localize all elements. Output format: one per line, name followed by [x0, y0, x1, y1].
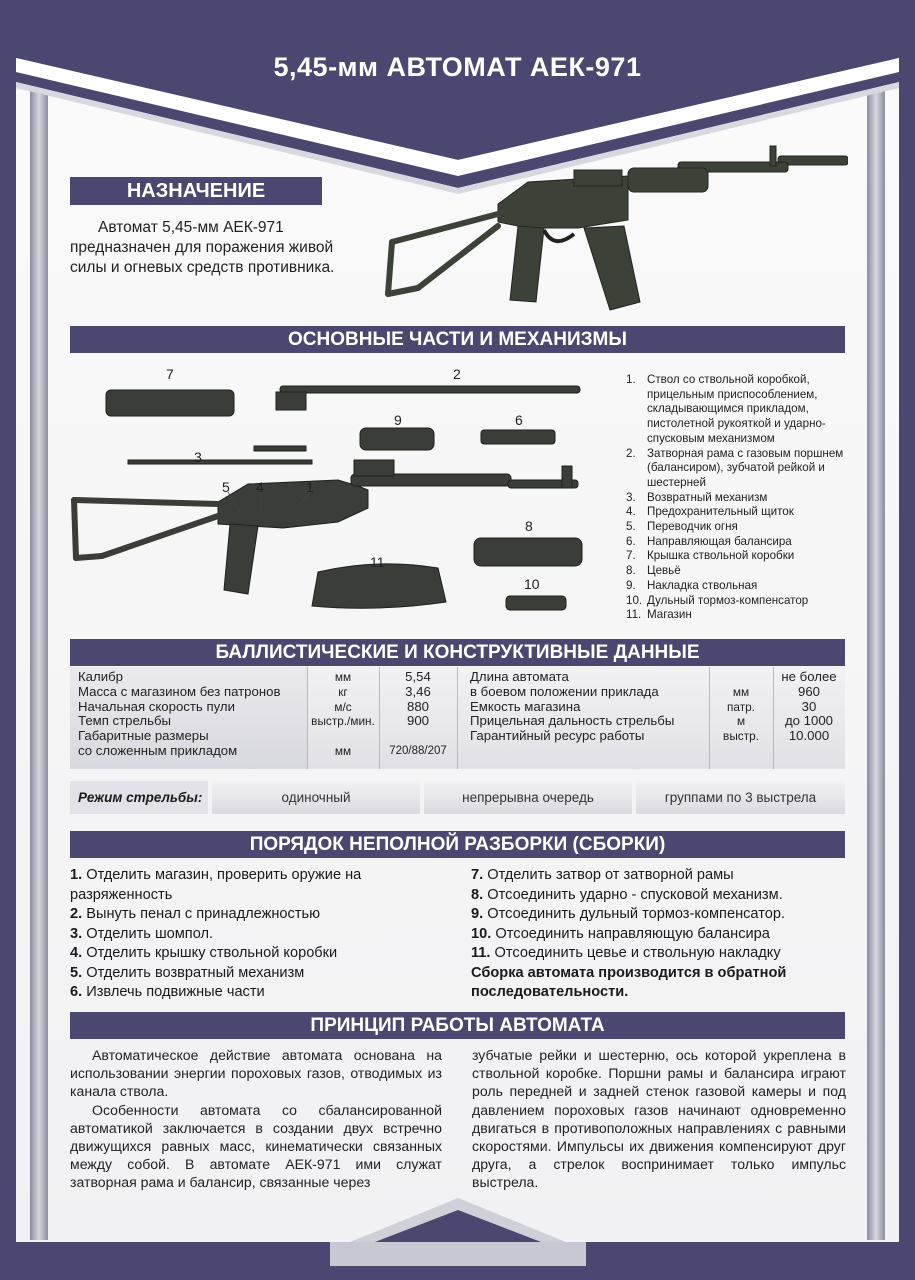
step-item: 9. Отсоединить дульный тормоз-компенсатор.: [471, 906, 786, 922]
part-label-8: 8: [525, 518, 533, 534]
legend-item: 9. Накладка ствольная: [626, 578, 758, 592]
purpose-text-block: [70, 218, 340, 278]
ballistic-left-names: Калибр Масса с магазином без патронов Начальная скорость пули Темп стрельбы Габаритные размеры со сложенным прикладом: [78, 669, 281, 758]
part-label-6: 6: [515, 412, 523, 428]
ballistic-right-values: не более 960 30 до 1000 10.000: [781, 669, 837, 744]
principle-paragraph-1: Автоматическое действие автомата основана на использовании энергии пороховых газов, отводимых из канала ствола.: [70, 1047, 442, 1100]
part-label-9: 9: [394, 412, 402, 428]
step-item: 2. Вынуть пенал с принадлежностью: [70, 906, 321, 922]
ballistic-heading: БАЛЛИСТИЧЕСКИЕ И КОНСТРУКТИВНЫЕ ДАННЫЕ: [70, 639, 845, 666]
legend-item: 8. Цевьё: [626, 564, 681, 578]
purpose-text: Автомат 5,45-мм АЕК-971 предназначен для поражения живой силы и огневых средств противника.: [70, 219, 335, 276]
fire-mode-label: Режим стрельбы:: [70, 781, 208, 814]
legend-item: 10. Дульный тормоз-компенсатор: [626, 593, 809, 607]
principle-paragraph-3: зубчатые рейки и шестерню, ось которой укреплена в ствольной коробке. Поршни рамы и балансира играют роль передней и задней стенок газовой камеры и под давлением пороховых газов начинают одновременно двигаться в противоположных направлениях с равными скоростями. Импульсы их движения компенсируют друг друга, а стрелок воспринимает только импульс выстрела.: [472, 1047, 846, 1191]
disassembly-steps-right: [471, 866, 851, 1003]
step-item: 4. Отделить крышку ствольной коробки: [70, 945, 338, 961]
principle-paragraph-2: Особенности автомата со сбалансированной автоматикой заключается в создании двух встречно движущихся равных масс, кинематически связанных между собой. В автомате АЕК-971 ими служат затворная рама и балансир, связанные через: [70, 1101, 442, 1191]
part-handguard: [474, 538, 582, 566]
part-small-rod: [254, 446, 306, 451]
page-title: 5,45-мм АВТОМАТ АЕК-971: [273, 52, 642, 82]
legend-item: 2. Затворная рама с газовым поршнем (балансиром), зубчатой рейкой и шестерней: [626, 446, 844, 489]
ballistic-left-units: мм кг м/с выстр./мин. мм: [311, 670, 375, 758]
part-front-sight: [562, 466, 572, 488]
step-item: 10. Отсоединить направляющую балансира: [471, 925, 770, 942]
fire-mode-row: [70, 781, 845, 814]
part-magazine: [312, 564, 446, 608]
purpose-heading: НАЗНАЧЕНИЕ: [70, 177, 322, 205]
part-barrel-cover: [360, 428, 434, 450]
ballistic-table: [70, 667, 845, 769]
step-item: 8. Отсоединить ударно - спусковой механизм.: [471, 886, 783, 903]
legend-item: 4. Предохранительный щиток: [626, 505, 794, 519]
principle-column-left: [70, 1046, 442, 1192]
part-muzzle-brake: [506, 596, 566, 610]
part-label-3: 3: [194, 449, 202, 465]
step-item: 7. Отделить затвор от затворной рамы: [471, 867, 734, 883]
part-label-5: 5: [222, 479, 230, 495]
part-balancer-guide: [481, 430, 555, 444]
part-rear-sight: [354, 460, 394, 476]
disassembly-steps-left: [70, 866, 390, 1003]
part-bolt-head: [276, 392, 306, 410]
disassembly-heading: ПОРЯДОК НЕПОЛНОЙ РАЗБОРКИ (СБОРКИ): [70, 831, 845, 858]
footer-chevron: [0, 1190, 915, 1280]
legend-item: 7. Крышка ствольной коробки: [626, 549, 795, 563]
part-label-2: 2: [453, 366, 461, 382]
legend-item: 6. Направляющая балансира: [626, 534, 792, 548]
legend-item: 1. Ствол со ствольной коробкой, прицельным приспособлением, складывающимся прикладом, пистолетной рукояткой и ударно-спусковым механизмом: [626, 373, 826, 445]
step-item: 1. Отделить магазин, проверить оружие на разряженность: [70, 867, 362, 903]
parts-heading: ОСНОВНЫЕ ЧАСТИ И МЕХАНИЗМЫ: [70, 326, 845, 353]
fire-mode-burst: группами по 3 выстрела: [636, 781, 845, 814]
ballistic-right-names: Длина автомата в боевом положении приклада Емкость магазина Прицельная дальность стрельбы Гарантийный ресурс работы: [470, 669, 675, 744]
right-metal-strip: [867, 90, 885, 1240]
fire-mode-auto: непрерывна очередь: [424, 781, 632, 814]
part-receiver-body: [218, 480, 368, 528]
part-stock-top: [74, 500, 218, 504]
part-stock-butt: [74, 500, 76, 558]
part-label-1: 1: [306, 479, 314, 495]
step-item: 6. Извлечь подвижные части: [70, 984, 265, 1000]
part-label-7: 7: [166, 366, 174, 382]
part-stock-bottom: [76, 556, 102, 558]
step-item: 5. Отделить возвратный механизм: [70, 964, 305, 981]
principle-heading: ПРИНЦИП РАБОТЫ АВТОМАТА: [70, 1012, 845, 1039]
step-item: 3. Отделить шомпол.: [70, 925, 214, 942]
part-return-spring: [128, 460, 312, 464]
legend-item: 3. Возвратный механизм: [626, 490, 768, 504]
ballistic-right-units: мм патр. м выстр.: [723, 684, 759, 744]
part-label-11: 11: [370, 554, 385, 570]
parts-legend: [626, 373, 856, 623]
part-label-10: 10: [524, 576, 540, 592]
left-metal-strip: [30, 90, 48, 1240]
fire-mode-single: одиночный: [212, 781, 420, 814]
ballistic-left-values: 5,54 3,46 880 900 720/88/207: [389, 669, 447, 757]
part-label-4: 4: [256, 479, 264, 495]
legend-item: 11. Магазин: [626, 608, 692, 622]
part-bolt-carrier: [280, 386, 580, 393]
rifle-illustration: [378, 142, 848, 312]
part-receiver-cover: [106, 390, 234, 416]
principle-column-right: [472, 1046, 846, 1192]
part-pistol-grip: [224, 524, 258, 594]
assembly-note: Сборка автомата производится в обратной последовательности.: [471, 964, 787, 1000]
part-stock-brace: [102, 516, 218, 556]
legend-item: 5. Переводчик огня: [626, 520, 738, 534]
step-item: 11. Отсоединить цевье и ствольную накладку: [471, 945, 781, 961]
